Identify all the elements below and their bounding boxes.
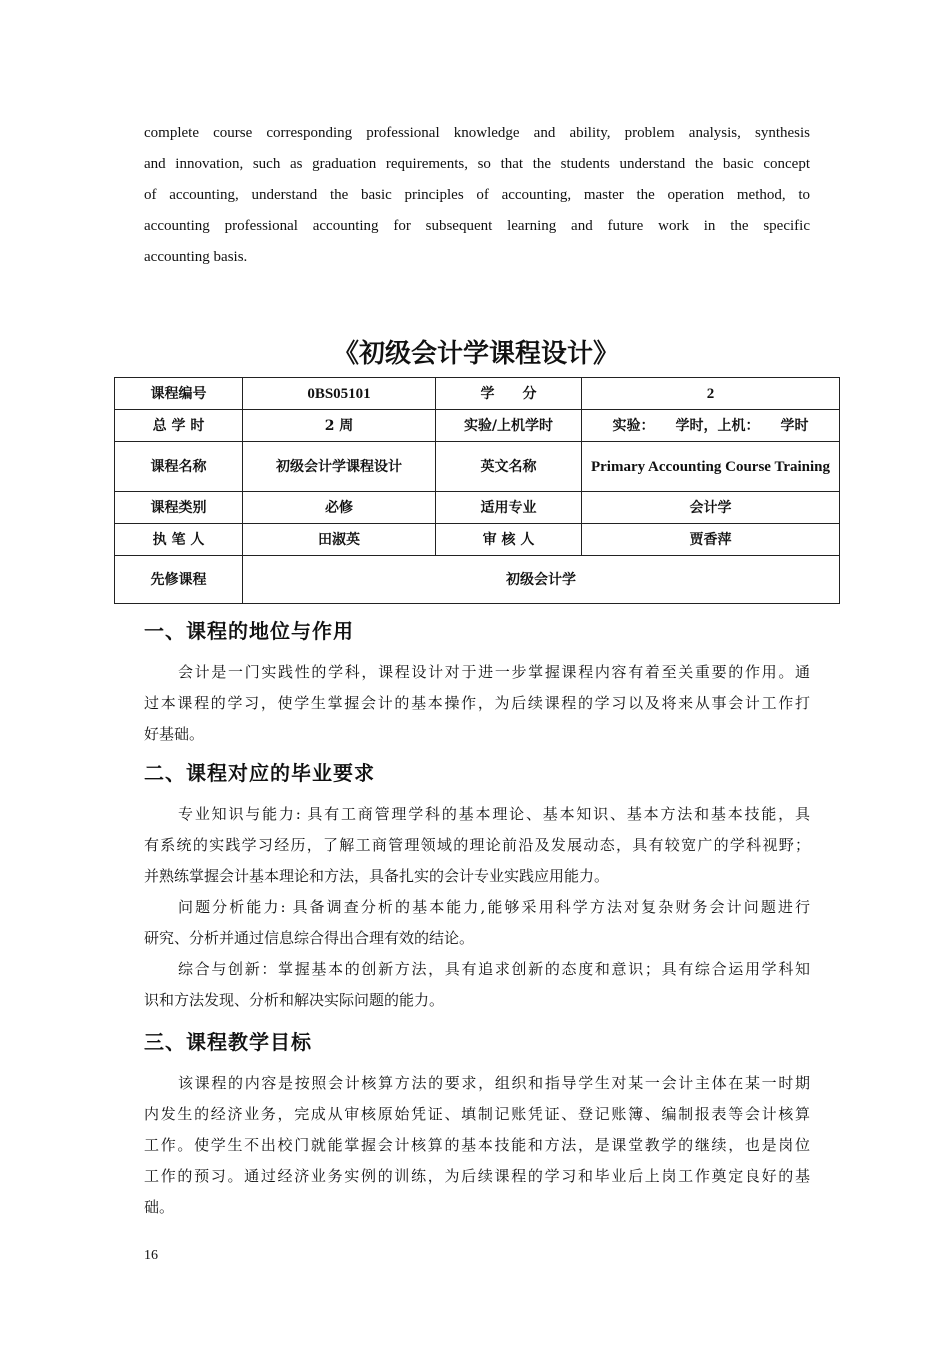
lab-hours-label: 实验/上机学时 (436, 410, 582, 442)
major-label: 适用专业 (436, 492, 582, 524)
paragraph-line: 过本课程的学习，使学生掌握会计的基本操作，为后续课程的学习以及将来从事会计工作打 (144, 694, 810, 712)
section-heading: 一、课程的地位与作用 (144, 619, 354, 643)
table-row (115, 378, 840, 410)
intro-line: and innovation, such as graduation requirements, so that the students understand the basic concept (144, 156, 810, 172)
table-row (115, 524, 840, 556)
reviewer-label: 审 核 人 (436, 524, 582, 556)
table-row (115, 492, 840, 524)
intro-line: of accounting, understand the basic principles of accounting, master the operation method, to (144, 187, 810, 203)
paragraph-line: 问题分析能力: 具备调查分析的基本能力,能够采用科学方法对复杂财务会计问题进行 (178, 898, 810, 916)
author-value: 田淑英 (243, 524, 436, 556)
paragraph-line: 专业知识与能力: 具有工商管理学科的基本理论、基本知识、基本方法和基本技能，具 (178, 805, 810, 823)
major-value: 会计学 (582, 492, 840, 524)
table-row (115, 442, 840, 492)
table-row (115, 556, 840, 604)
intro-line: complete course corresponding professional knowledge and ability, problem analysis, synthesis (144, 125, 810, 141)
total-hours-value: 2 周 (243, 410, 436, 442)
intro-line: accounting basis. (144, 249, 248, 265)
paragraph-line: 好基础。 (144, 725, 205, 743)
lab-hours-value: 实验： 学时，上机： 学时 (582, 410, 840, 442)
paragraph-line: 识和方法发现、分析和解决实际问题的能力。 (144, 991, 445, 1009)
paragraph-line: 研究、分析并通过信息综合得出合理有效的结论。 (144, 929, 475, 947)
section-heading: 三、课程教学目标 (144, 1030, 312, 1054)
total-hours-label: 总 学 时 (115, 410, 243, 442)
course-code-label: 课程编号 (115, 378, 243, 410)
english-name-label: 英文名称 (436, 442, 582, 492)
author-label: 执 笔 人 (115, 524, 243, 556)
course-name-value: 初级会计学课程设计 (243, 442, 436, 492)
english-name-value: Primary Accounting Course Training (582, 442, 840, 492)
prerequisite-label: 先修课程 (115, 556, 243, 604)
course-title: 《初级会计学课程设计》 (332, 339, 619, 369)
section-heading: 二、课程对应的毕业要求 (144, 761, 375, 785)
course-name-label: 课程名称 (115, 442, 243, 492)
course-code-value: 0BS05101 (243, 378, 436, 410)
paragraph-line: 并熟练掌握会计基本理论和方法，具备扎实的会计专业实践应用能力。 (144, 867, 610, 885)
paragraph-line: 础。 (144, 1198, 175, 1216)
paragraph-line: 工作的预习。通过经济业务实例的训练，为后续课程的学习和毕业后上岗工作奠定良好的基 (144, 1167, 810, 1185)
paragraph-line: 综合与创新：掌握基本的创新方法，具有追求创新的态度和意识；具有综合运用学科知 (178, 960, 810, 978)
credit-value: 2 (582, 378, 840, 410)
course-info-table (114, 377, 840, 604)
course-type-label: 课程类别 (115, 492, 243, 524)
intro-line: accounting professional accounting for subsequent learning and future work in the specific (144, 218, 810, 234)
course-type-value: 必修 (243, 492, 436, 524)
section-paragraph (144, 799, 810, 1016)
credit-label: 学 分 (436, 378, 582, 410)
paragraph-line: 工作。使学生不出校门就能掌握会计核算的基本技能和方法，是课堂教学的继续，也是岗位 (144, 1136, 810, 1154)
table-row (115, 410, 840, 442)
intro-paragraph (144, 118, 810, 273)
paragraph-line: 有系统的实践学习经历，了解工商管理领域的理论前沿及发展动态，具有较宽广的学科视野； (144, 836, 810, 854)
paragraph-line: 会计是一门实践性的学科，课程设计对于进一步掌握课程内容有着至关重要的作用。通 (178, 663, 810, 681)
prerequisite-value: 初级会计学 (243, 556, 840, 604)
paragraph-line: 内发生的经济业务，完成从审核原始凭证、填制记账凭证、登记账簿、编制报表等会计核算 (144, 1105, 810, 1123)
reviewer-value: 贾香萍 (582, 524, 840, 556)
section-paragraph (144, 1068, 810, 1223)
section-paragraph (144, 657, 810, 750)
paragraph-line: 该课程的内容是按照会计核算方法的要求，组织和指导学生对某一会计主体在某一时期 (178, 1074, 810, 1092)
page-number: 16 (144, 1248, 158, 1263)
